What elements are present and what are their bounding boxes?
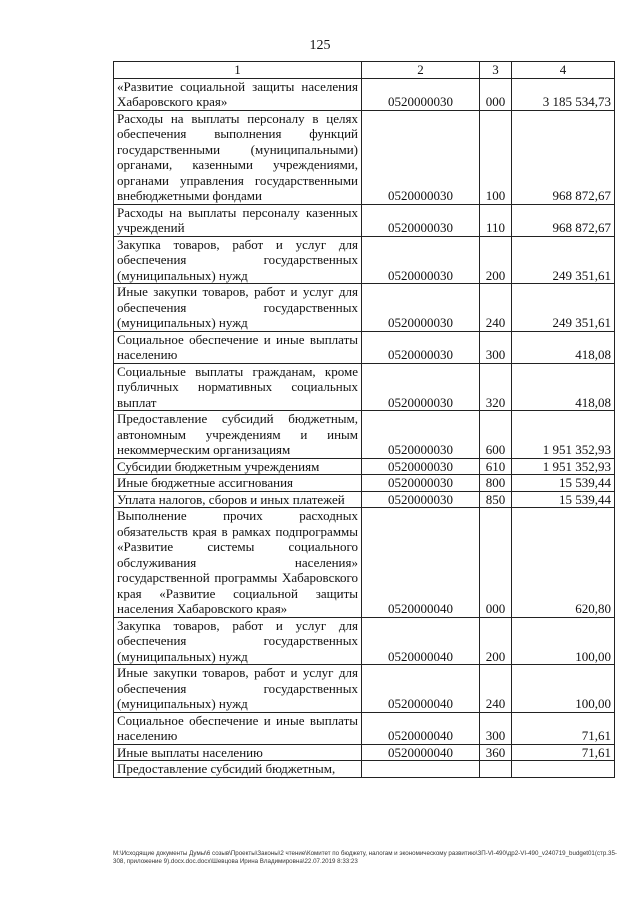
page-number: 125 [309, 38, 331, 53]
row-name-cell: Уплата налогов, сборов и иных платежей [114, 491, 362, 508]
row-name-cell: Иные закупки товаров, работ и услуг для обеспечения государственных (муниципальных) нужд [114, 284, 362, 332]
row-type-cell: 600 [480, 411, 512, 459]
table-row [114, 411, 615, 459]
row-code-cell: 0520000030 [362, 204, 480, 236]
header-cell-code: 2 [362, 62, 480, 79]
row-amount-cell: 100,00 [512, 665, 615, 713]
table-row [114, 491, 615, 508]
row-code-cell: 0520000030 [362, 475, 480, 492]
row-amount-cell: 15 539,44 [512, 491, 615, 508]
row-code-cell: 0520000030 [362, 491, 480, 508]
row-name-cell: Расходы на выплаты персоналу казенных учреждений [114, 204, 362, 236]
table-row [114, 744, 615, 761]
header-cell-amount: 4 [512, 62, 615, 79]
row-name-cell: Расходы на выплаты персоналу в целях обеспечения выполнения функций государственными (муниципальными) органами, казенными учреждениями, органами управления государственными внебюджетными фондами [114, 110, 362, 204]
row-type-cell: 200 [480, 617, 512, 665]
table-row [114, 665, 615, 713]
table-row [114, 204, 615, 236]
table-row [114, 236, 615, 284]
row-name-cell: Иные бюджетные ассигнования [114, 475, 362, 492]
row-type-cell: 360 [480, 744, 512, 761]
table-row [114, 284, 615, 332]
row-amount-cell: 100,00 [512, 617, 615, 665]
row-amount-cell: 71,61 [512, 712, 615, 744]
row-name-cell: Закупка товаров, работ и услуг для обеспечения государственных (муниципальных) нужд [114, 236, 362, 284]
row-amount-cell: 1 951 352,93 [512, 458, 615, 475]
row-type-cell: 850 [480, 491, 512, 508]
row-code-cell: 0520000040 [362, 712, 480, 744]
row-code-cell: 0520000030 [362, 284, 480, 332]
header-cell-type: 3 [480, 62, 512, 79]
row-amount-cell: 71,61 [512, 744, 615, 761]
row-name-cell: Социальные выплаты гражданам, кроме публичных нормативных социальных выплат [114, 363, 362, 411]
budget-table [113, 61, 615, 778]
row-type-cell: 200 [480, 236, 512, 284]
row-type-cell [480, 761, 512, 778]
row-code-cell: 0520000040 [362, 665, 480, 713]
row-amount-cell: 418,08 [512, 363, 615, 411]
row-amount-cell: 1 951 352,93 [512, 411, 615, 459]
header-cell-name: 1 [114, 62, 362, 79]
table-row [114, 110, 615, 204]
table-row [114, 331, 615, 363]
row-name-cell: Социальное обеспечение и иные выплаты населению [114, 331, 362, 363]
row-name-cell: Субсидии бюджетным учреждениям [114, 458, 362, 475]
row-type-cell: 800 [480, 475, 512, 492]
row-name-cell: Иные закупки товаров, работ и услуг для обеспечения государственных (муниципальных) нужд [114, 665, 362, 713]
row-amount-cell: 3 185 534,73 [512, 78, 615, 110]
row-type-cell: 000 [480, 508, 512, 618]
row-name-cell: Закупка товаров, работ и услуг для обеспечения государственных (муниципальных) нужд [114, 617, 362, 665]
row-name-cell: Социальное обеспечение и иные выплаты населению [114, 712, 362, 744]
row-amount-cell: 249 351,61 [512, 236, 615, 284]
row-code-cell: 0520000030 [362, 236, 480, 284]
row-type-cell: 320 [480, 363, 512, 411]
row-amount-cell: 249 351,61 [512, 284, 615, 332]
row-type-cell: 610 [480, 458, 512, 475]
row-amount-cell: 418,08 [512, 331, 615, 363]
row-name-cell: Иные выплаты населению [114, 744, 362, 761]
row-code-cell: 0520000030 [362, 363, 480, 411]
row-type-cell: 300 [480, 712, 512, 744]
row-code-cell: 0520000040 [362, 617, 480, 665]
row-code-cell: 0520000040 [362, 508, 480, 618]
row-code-cell: 0520000030 [362, 110, 480, 204]
row-amount-cell: 620,80 [512, 508, 615, 618]
table-row [114, 617, 615, 665]
row-name-cell: «Развитие социальной защиты населения Хабаровского края» [114, 78, 362, 110]
row-type-cell: 100 [480, 110, 512, 204]
row-type-cell: 240 [480, 284, 512, 332]
table-row [114, 475, 615, 492]
table-row [114, 78, 615, 110]
row-type-cell: 000 [480, 78, 512, 110]
table-row [114, 508, 615, 618]
row-code-cell: 0520000030 [362, 458, 480, 475]
table-row [114, 712, 615, 744]
row-name-cell: Предоставление субсидий бюджетным, [114, 761, 362, 778]
row-type-cell: 300 [480, 331, 512, 363]
row-type-cell: 240 [480, 665, 512, 713]
row-code-cell: 0520000030 [362, 331, 480, 363]
table-row [114, 363, 615, 411]
row-type-cell: 110 [480, 204, 512, 236]
row-amount-cell: 968 872,67 [512, 204, 615, 236]
row-amount-cell [512, 761, 615, 778]
table-header-row [114, 62, 615, 79]
row-name-cell: Выполнение прочих расходных обязательств края в рамках подпрограммы «Развитие системы социального обслуживания населения» государственной программы Хабаровского края «Развитие социальной защиты населения Хабаровского края» [114, 508, 362, 618]
row-code-cell [362, 761, 480, 778]
row-amount-cell: 15 539,44 [512, 475, 615, 492]
table-row-continued [114, 761, 615, 778]
row-amount-cell: 968 872,67 [512, 110, 615, 204]
row-name-cell: Предоставление субсидий бюджетным, автономным учреждениям и иным некоммерческим организациям [114, 411, 362, 459]
table-row [114, 458, 615, 475]
row-code-cell: 0520000030 [362, 78, 480, 110]
file-path-footer: M:\Исходящие документы Думы\6 созыв\Проекты\Законы\2 чтение\Комитет по бюджету, налогам и экономическому развитию\ЗП-VI-490\др2-VI-490_v240719_budget01(стр.35-308, приложение 9).docx.doc.docx\Шевцова Ирина Владимировна\22.07.2019 8:33:23 [113, 850, 617, 865]
row-code-cell: 0520000040 [362, 744, 480, 761]
row-code-cell: 0520000030 [362, 411, 480, 459]
